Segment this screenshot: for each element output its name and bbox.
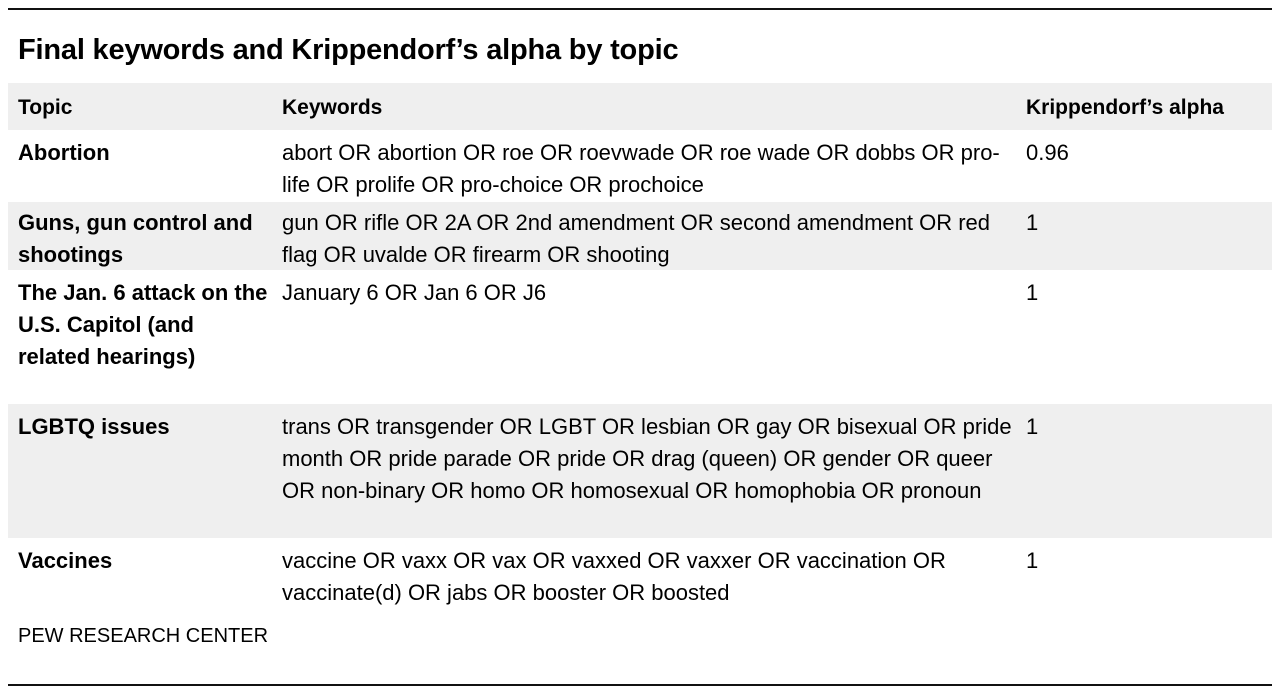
bottom-rule	[8, 684, 1272, 686]
topic-cell: Abortion	[18, 140, 110, 165]
keywords-cell: January 6 OR Jan 6 OR J6	[282, 280, 547, 305]
topic-cell: Guns, gun control and shootings	[18, 210, 253, 267]
topic-cell: Vaccines	[18, 548, 113, 573]
top-rule	[8, 8, 1272, 10]
alpha-cell: 0.96	[1026, 140, 1069, 165]
alpha-cell: 1	[1026, 548, 1039, 573]
alpha-cell: 1	[1026, 280, 1039, 305]
table-row	[8, 404, 1272, 538]
table-row	[8, 202, 1272, 270]
alpha-cell: 1	[1026, 210, 1039, 235]
table-header-row	[8, 83, 1272, 130]
alpha-cell: 1	[1026, 414, 1039, 439]
table-row	[8, 538, 1272, 610]
keywords-cell: vaccine OR vaxx OR vax OR vaxxed OR vaxxer OR vaccination OR vaccinate(d) OR jabs OR booster OR boosted	[282, 548, 946, 605]
topic-cell: The Jan. 6 attack on the U.S. Capitol (and related hearings)	[18, 280, 268, 369]
table-row	[8, 130, 1272, 202]
keywords-table	[8, 83, 1272, 610]
topic-cell: LGBTQ issues	[18, 414, 170, 439]
keywords-cell: abort OR abortion OR roe OR roevwade OR roe wade OR dobbs OR pro-life OR prolife OR pro-choice OR prochoice	[282, 140, 1000, 197]
table-title: Final keywords and Krippendorf’s alpha by topic	[18, 34, 679, 66]
table-row	[8, 270, 1272, 404]
header-keywords: Keywords	[282, 96, 383, 119]
keywords-cell: trans OR transgender OR LGBT OR lesbian OR gay OR bisexual OR pride month OR pride parade OR pride OR drag (queen) OR gender OR queer OR non-binary OR homo OR homosexual OR homophobia OR pronoun	[282, 414, 1012, 503]
header-alpha: Krippendorf’s alpha	[1026, 96, 1224, 119]
keywords-cell: gun OR rifle OR 2A OR 2nd amendment OR second amendment OR red flag OR uvalde OR firearm OR shooting	[282, 210, 990, 267]
header-topic: Topic	[18, 96, 73, 119]
source-credit: PEW RESEARCH CENTER	[18, 625, 269, 647]
